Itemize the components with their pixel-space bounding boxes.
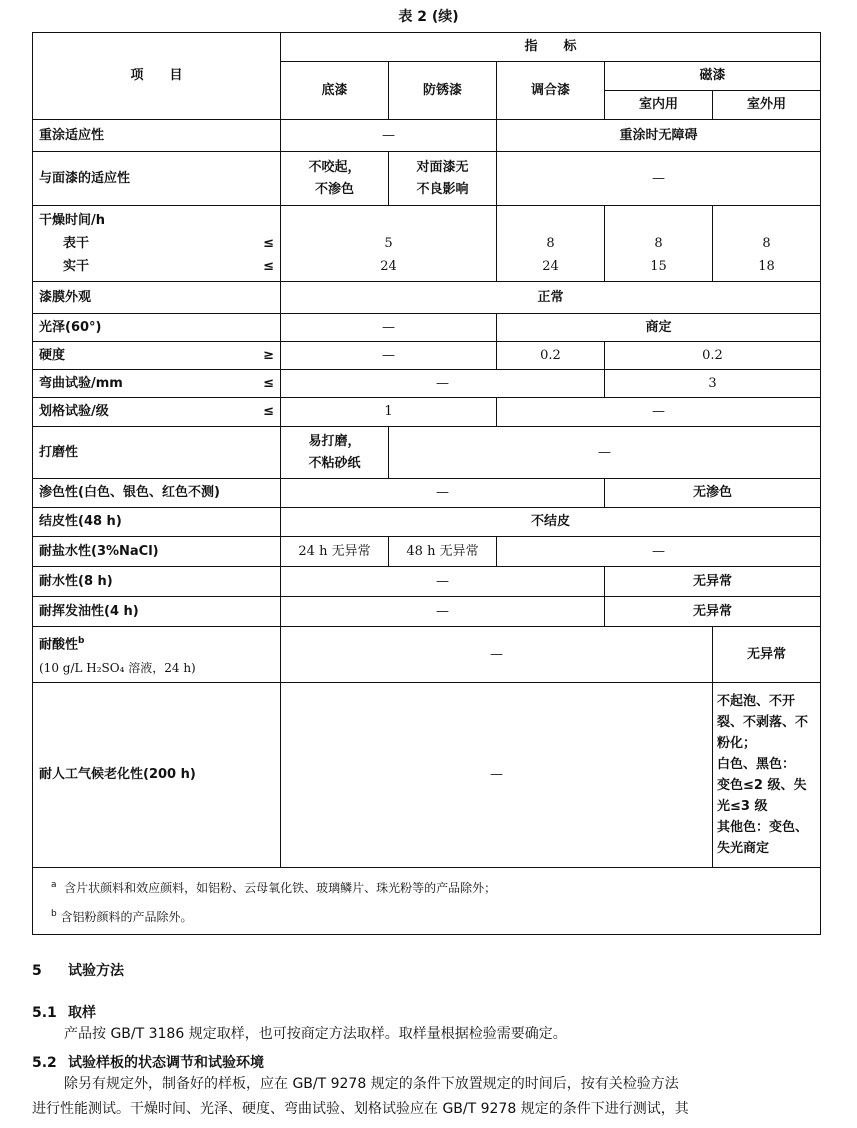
cell: — <box>497 152 821 206</box>
table-row <box>33 398 821 427</box>
cell <box>389 152 497 206</box>
row-label <box>33 370 281 398</box>
cell: 不结皮 <box>281 508 821 537</box>
cell-line: 对面漆无 <box>416 159 469 175</box>
footnote-mark: a <box>51 880 57 890</box>
row-label-text: 耐酸性 <box>39 637 79 653</box>
cell <box>281 427 389 479</box>
cell-line: 变色≤2 级、失 <box>717 778 807 793</box>
table-row <box>33 120 821 152</box>
cell-line: 24 <box>380 259 397 274</box>
cell: 无异常 <box>605 597 821 627</box>
cell-line: 裂、不剥落、不 <box>717 715 809 730</box>
cell <box>497 206 605 282</box>
header-indoor: 室内用 <box>605 91 713 120</box>
section-5-2-text <box>32 1072 822 1122</box>
cell: 48 h 无异常 <box>389 537 497 567</box>
cell-line: 8 <box>546 236 555 251</box>
section-title: 取样 <box>68 1005 96 1021</box>
table-row <box>33 206 821 282</box>
row-label <box>33 627 281 683</box>
row-label: 与面漆的适应性 <box>33 152 281 206</box>
row-label <box>33 398 281 427</box>
cell: 无异常 <box>605 567 821 597</box>
table-row <box>33 152 821 206</box>
cell-line: 8 <box>654 236 663 251</box>
section-5-2-heading <box>32 1052 264 1072</box>
cell-line: 易打磨， <box>308 433 361 449</box>
table-row <box>33 567 821 597</box>
cell: 正常 <box>281 282 821 314</box>
cell: — <box>281 314 497 342</box>
cell-line: 光≤3 级 <box>717 799 768 814</box>
table-row <box>33 314 821 342</box>
cell: 3 <box>605 370 821 398</box>
cell-line: 不良影响 <box>416 181 469 197</box>
cell: — <box>497 398 821 427</box>
le-symbol: ≤ <box>263 236 274 251</box>
row-label-text: 划格试验/级 <box>39 404 109 419</box>
cell: 商定 <box>497 314 821 342</box>
row-label-text: 弯曲试验/mm <box>39 375 123 391</box>
ge-symbol: ≥ <box>263 347 274 363</box>
cell-line: 不起泡、不开 <box>717 694 796 709</box>
footnote-mark: b <box>51 909 57 919</box>
section-5-heading <box>32 960 124 980</box>
footnote-b: 含铝粉颜料的产品除外。 <box>60 910 193 924</box>
row-label: 耐挥发油性(4 h) <box>33 597 281 627</box>
header-outdoor: 室外用 <box>713 91 821 120</box>
row-label-text: 硬度 <box>39 347 66 363</box>
cell-line: 24 <box>542 259 559 274</box>
cell: 无异常 <box>713 627 821 683</box>
header-primer: 底漆 <box>281 62 389 120</box>
cell <box>605 206 713 282</box>
cell: — <box>281 370 605 398</box>
cell: 0.2 <box>497 342 605 370</box>
row-label: 重涂适应性 <box>33 120 281 152</box>
table-row <box>33 627 821 683</box>
le-symbol: ≤ <box>263 375 274 391</box>
cell: 重涂时无障碍 <box>497 120 821 152</box>
paragraph-line: 进行性能测试。干燥时间、光泽、硬度、弯曲试验、划格试验应在 GB/T 9278 规定的条件下进行测试，其 <box>32 1101 689 1117</box>
row-label-detail: (10 g/L H₂SO₄ 溶液，24 h) <box>39 660 196 675</box>
cell-line: 15 <box>650 259 667 274</box>
table-row <box>33 370 821 398</box>
cell-line: 粉化； <box>717 736 757 751</box>
cell-line: 18 <box>758 259 775 274</box>
cell: 24 h 无异常 <box>281 537 389 567</box>
cell: — <box>281 597 605 627</box>
cell: — <box>281 627 713 683</box>
table-row <box>33 282 821 314</box>
section-5-1-heading <box>32 1002 96 1022</box>
cell: — <box>281 120 497 152</box>
row-label <box>33 206 281 282</box>
cell-line: 不咬起， <box>308 159 361 175</box>
cell: — <box>281 342 497 370</box>
paragraph-line: 除另有规定外，制备好的样板，应在 GB/T 9278 规定的条件下放置规定的时间后，按有关检验方法 <box>64 1076 679 1092</box>
cell: 0.2 <box>605 342 821 370</box>
cell <box>713 206 821 282</box>
cell: — <box>281 479 605 508</box>
section-title: 试验样板的状态调节和试验环境 <box>68 1055 264 1071</box>
header-blend: 调合漆 <box>497 62 605 120</box>
row-label-main: 干燥时间/h <box>39 213 106 228</box>
section-5-1-text: 产品按 GB/T 3186 规定取样，也可按商定方法取样。取样量根据检验需要确定。 <box>64 1026 567 1042</box>
table-row <box>33 508 821 537</box>
footnote-a: 含片状颜料和效应颜料，如铝粉、云母氧化铁、玻璃鳞片、珠光粉等的产品除外； <box>64 881 497 895</box>
row-label: 结皮性(48 h) <box>33 508 281 537</box>
cell <box>713 683 821 868</box>
row-label: 光泽(60°) <box>33 314 281 342</box>
cell-line: 不渗色 <box>314 181 354 197</box>
header-indicator: 指 标 <box>281 33 821 62</box>
cell-line: 5 <box>384 236 393 251</box>
row-label: 打磨性 <box>33 427 281 479</box>
row-label: 耐盐水性(3%NaCl) <box>33 537 281 567</box>
cell-line: 失光商定 <box>717 841 770 856</box>
cell-line: 不粘砂纸 <box>308 455 361 471</box>
header-enamel: 磁漆 <box>605 62 821 91</box>
table-row <box>33 427 821 479</box>
cell: 无渗色 <box>605 479 821 508</box>
table-notes-row <box>33 868 821 935</box>
cell-line: 8 <box>762 236 771 251</box>
table-notes <box>33 868 821 935</box>
section-number: 5.1 <box>32 1005 57 1021</box>
cell <box>281 206 497 282</box>
cell: — <box>281 683 713 868</box>
cell: 1 <box>281 398 497 427</box>
row-sublabel: 实干 <box>63 259 90 274</box>
table-row <box>33 597 821 627</box>
cell <box>281 152 389 206</box>
le-symbol: ≤ <box>263 404 274 419</box>
table-row <box>33 537 821 567</box>
table-row <box>33 342 821 370</box>
row-sublabel: 表干 <box>63 236 90 251</box>
table-caption: 表 2 (续) <box>398 9 459 25</box>
cell-line: 白色、黑色： <box>717 757 796 772</box>
cell: — <box>497 537 821 567</box>
row-label: 漆膜外观 <box>33 282 281 314</box>
table-row <box>33 479 821 508</box>
section-title: 试验方法 <box>68 963 124 979</box>
footnote-mark: b <box>78 636 85 647</box>
section-number: 5.2 <box>32 1055 57 1071</box>
cell: — <box>281 567 605 597</box>
row-label: 耐水性(8 h) <box>33 567 281 597</box>
header-item: 项 目 <box>33 33 281 120</box>
header-antirust: 防锈漆 <box>389 62 497 120</box>
row-label: 渗色性(白色、银色、红色不测) <box>33 479 281 508</box>
row-label: 耐人工气候老化性(200 h) <box>33 683 281 868</box>
table-row <box>33 683 821 868</box>
cell-line: 其他色：变色、 <box>717 820 809 835</box>
spec-table <box>32 32 821 935</box>
cell: — <box>389 427 821 479</box>
le-symbol: ≤ <box>263 259 274 274</box>
row-label <box>33 342 281 370</box>
section-number: 5 <box>32 963 42 979</box>
